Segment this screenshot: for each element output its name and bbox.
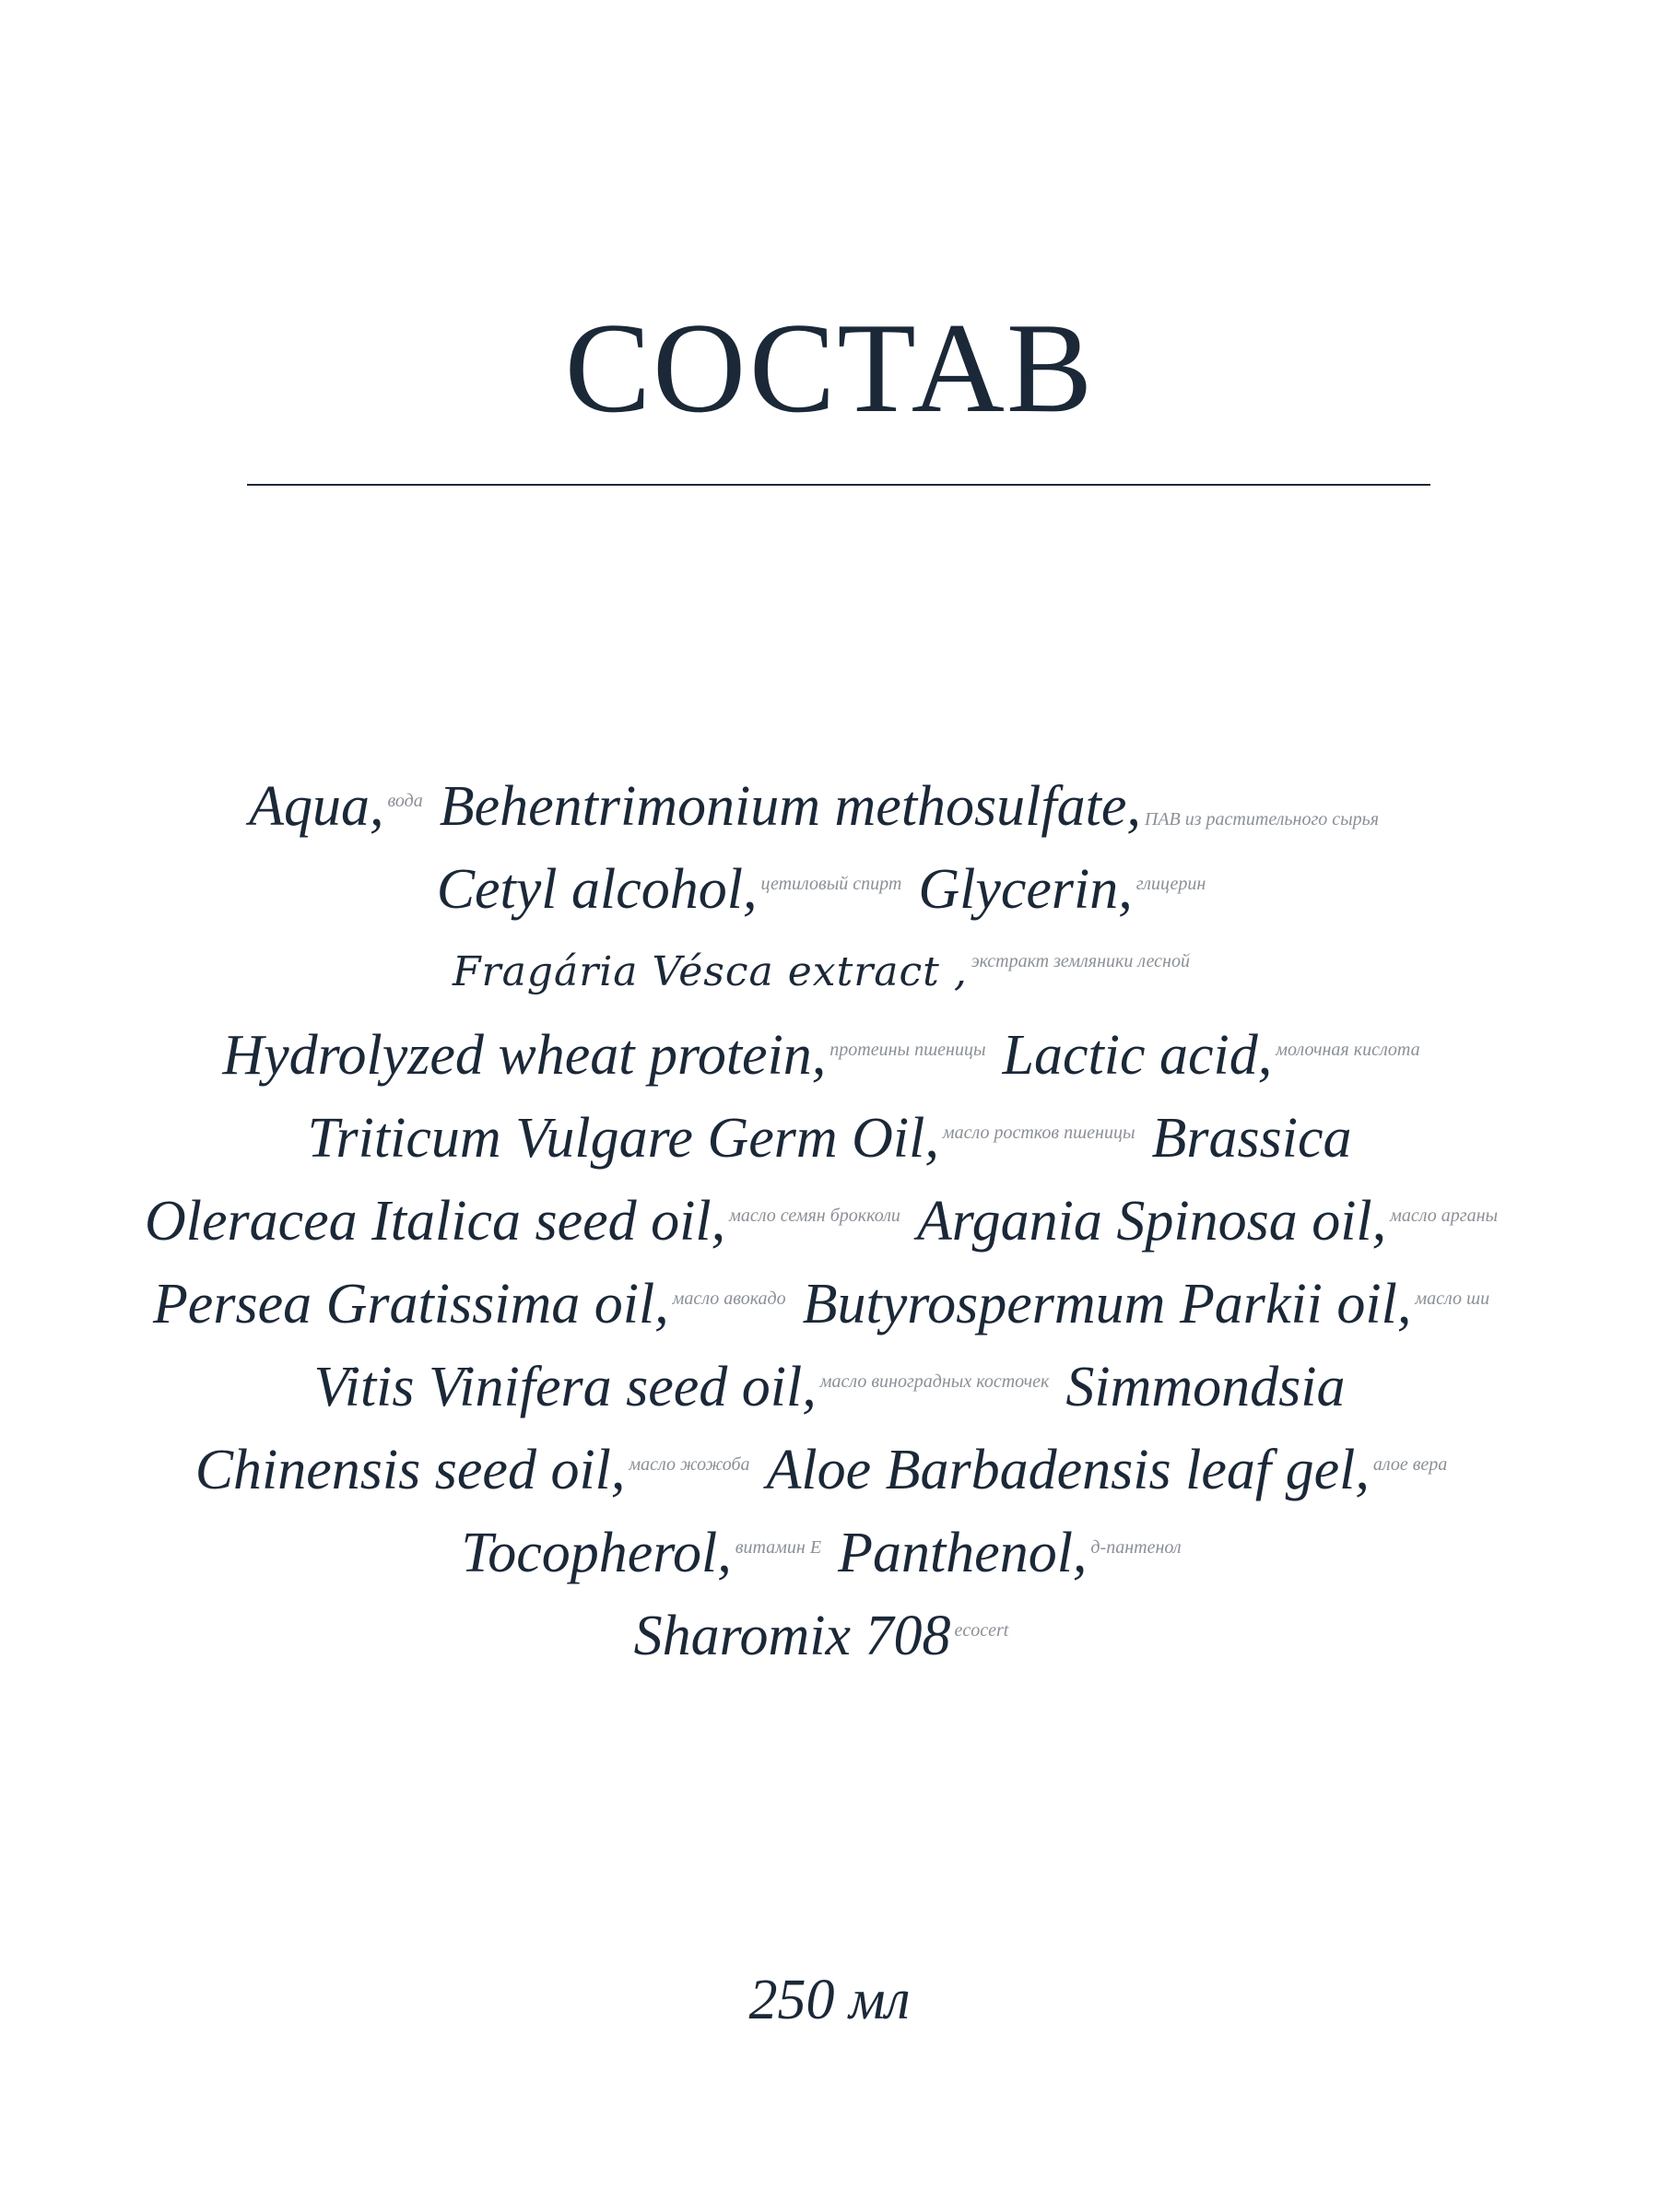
ingredients-line bbox=[92, 931, 1567, 1014]
ingredient-name: Lactic acid, bbox=[1002, 1024, 1273, 1087]
ingredient-name: Vitis Vinifera seed oil, bbox=[313, 1356, 817, 1418]
ingredients-line bbox=[92, 848, 1567, 931]
ingredient-note: масло ши bbox=[1415, 1288, 1490, 1309]
ingredient-note: ecocert bbox=[954, 1620, 1009, 1641]
ingredient-note: алое вера bbox=[1372, 1454, 1448, 1475]
ingredient-name: Fragária Vésca extract , bbox=[453, 948, 968, 995]
ingredient-note: масло семян брокколи bbox=[729, 1206, 900, 1226]
ingredient-name: Chinensis seed oil, bbox=[194, 1439, 626, 1501]
ingredient-name: Butyrospermum Parkii oil, bbox=[802, 1273, 1412, 1335]
ingredients-line bbox=[92, 1594, 1567, 1677]
ingredients-line bbox=[92, 1014, 1567, 1097]
ingredient-name: Aloe Barbadensis leaf gel, bbox=[766, 1439, 1370, 1501]
ingredients-list bbox=[92, 765, 1567, 1677]
ingredients-line bbox=[92, 1512, 1567, 1594]
ingredient-note: вода bbox=[387, 791, 423, 811]
ingredient-name: Sharomix 708 bbox=[633, 1605, 951, 1667]
ingredient-note: цетиловый спирт bbox=[760, 874, 902, 894]
ingredient-note: ПАВ из растительного сырья bbox=[1144, 809, 1380, 830]
ingredient-name: Persea Gratissima oil, bbox=[152, 1273, 669, 1335]
ingredient-name: Triticum Vulgare Germ Oil, bbox=[307, 1107, 939, 1170]
ingredient-name: Glycerin, bbox=[918, 858, 1133, 921]
ingredient-name: Behentrimonium methosulfate, bbox=[439, 775, 1141, 838]
ingredient-note: молочная кислота bbox=[1276, 1040, 1420, 1060]
ingredient-name: Panthenol, bbox=[838, 1522, 1088, 1584]
ingredients-line bbox=[92, 1097, 1567, 1180]
ingredient-note: масло ростков пшеницы bbox=[942, 1123, 1135, 1143]
page-title: СОСТАВ bbox=[564, 297, 1095, 440]
ingredient-note: д-пантенол bbox=[1090, 1537, 1182, 1558]
ingredient-name: Simmondsia bbox=[1065, 1356, 1346, 1418]
volume-label: 250 мл bbox=[748, 1969, 911, 2031]
ingredient-name: Argania Spinosa oil, bbox=[916, 1190, 1387, 1253]
ingredient-note: масло жожоба bbox=[629, 1454, 750, 1475]
ingredients-line bbox=[92, 765, 1567, 848]
ingredients-line bbox=[92, 1180, 1567, 1263]
ingredient-note: протеины пшеницы bbox=[830, 1040, 986, 1060]
ingredient-note: экстракт земляники лесной bbox=[971, 951, 1190, 971]
ingredients-line bbox=[92, 1263, 1567, 1346]
ingredient-name: Cetyl alcohol, bbox=[436, 858, 758, 921]
ingredient-note: масло авокадо bbox=[672, 1288, 786, 1309]
ingredient-note: масло виноградных косточек bbox=[819, 1371, 1050, 1392]
ingredient-name: Aqua, bbox=[249, 775, 384, 838]
ingredients-line bbox=[92, 1429, 1567, 1512]
ingredients-line bbox=[92, 1346, 1567, 1429]
title-divider bbox=[247, 484, 1430, 486]
ingredient-note: глицерин bbox=[1135, 874, 1206, 894]
ingredient-name: Oleracea Italica seed oil, bbox=[144, 1190, 726, 1253]
ingredient-name: Brassica bbox=[1151, 1107, 1352, 1170]
ingredient-name: Hydrolyzed wheat protein, bbox=[222, 1024, 827, 1087]
ingredient-note: витамин Е bbox=[735, 1537, 822, 1558]
ingredient-name: Tocopherol, bbox=[461, 1522, 732, 1584]
ingredient-note: масло арганы bbox=[1390, 1206, 1499, 1226]
